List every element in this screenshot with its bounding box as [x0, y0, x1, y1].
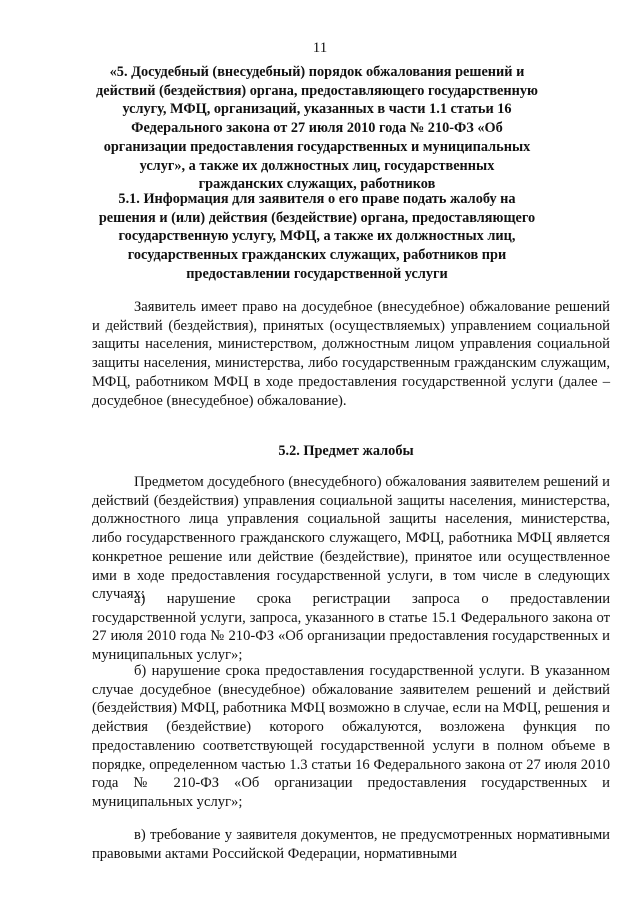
subsection-5-2-paragraph: Предметом досудебного (внесудебного) обжалования заявителем решений и действий (бездействия) управления социальной защиты населения, министерства, должностного лица управления социальной защиты населения, министерства, либо государственного гражданского служащего, МФЦ, работника МФЦ является конкретное решение или действие (бездействие), принятое или осуществленное ими в ходе предоставления государственной услуги, в том числе в следующих случаях: — [92, 474, 610, 603]
subsection-5-2-heading: 5.2. Предмет жалобы — [278, 443, 414, 459]
section-5-heading: «5. Досудебный (внесудебный) порядок обжалования решений и действий (бездействия) органа, предоставляющего государственную услугу, МФЦ, организаций, указанных в части 1.1 статьи 16 Федерального закона от 27 июля 2010 года № 210-ФЗ «Об организации предоставления государственных и муниципальных услуг», а также их должностных лиц, государственных гражданских служащих, работников — [96, 64, 538, 193]
list-item-v: в) требование у заявителя документов, не предусмотренных нормативными правовыми актами Российской Федерации, нормативными — [92, 827, 610, 862]
subsection-5-1-heading: 5.1. Информация для заявителя о его праве подать жалобу на решения и (или) действия (бездействие) органа, предоставляющего государственную услугу, МФЦ, а также их должностных лиц, государственных гражданских служащих, работников при предоставлении государственной услуги — [98, 191, 536, 282]
subsection-5-1-paragraph: Заявитель имеет право на досудебное (внесудебное) обжалование решений и действий (бездействия), принятых (осуществляемых) управлением социальной защиты населения, министерством, должностным лицом управления социальной защиты населения, министерства, либо государственным гражданским служащим, МФЦ, работником МФЦ в ходе предоставления государственной услуги (далее – досудебное (внесудебное) обжалование). — [92, 299, 610, 409]
page-number: 11 — [312, 40, 328, 56]
list-item-b: б) нарушение срока предоставления государственной услуги. В указанном случае досудебное (внесудебное) обжалование заявителем решений и действий (бездействия) МФЦ, работника МФЦ возможно в случае, если на МФЦ, решения и действия (бездействие) которого обжалуются, возложена функция по предоставлению соответствующей государственной услуги в полном объеме в порядке, определенном частью 1.3 статьи 16 Федерального закона от 27 июля 2010 года № 210-ФЗ «Об организации предоставления государственных и муниципальных услуг»; — [92, 663, 610, 810]
list-item-a: а) нарушение срока регистрации запроса о предоставлении государственной услуги, запроса, указанного в статье 15.1 Федерального закона от 27 июля 2010 года № 210-ФЗ «Об организации предоставления государственных и муниципальных услуг»; — [92, 591, 610, 664]
